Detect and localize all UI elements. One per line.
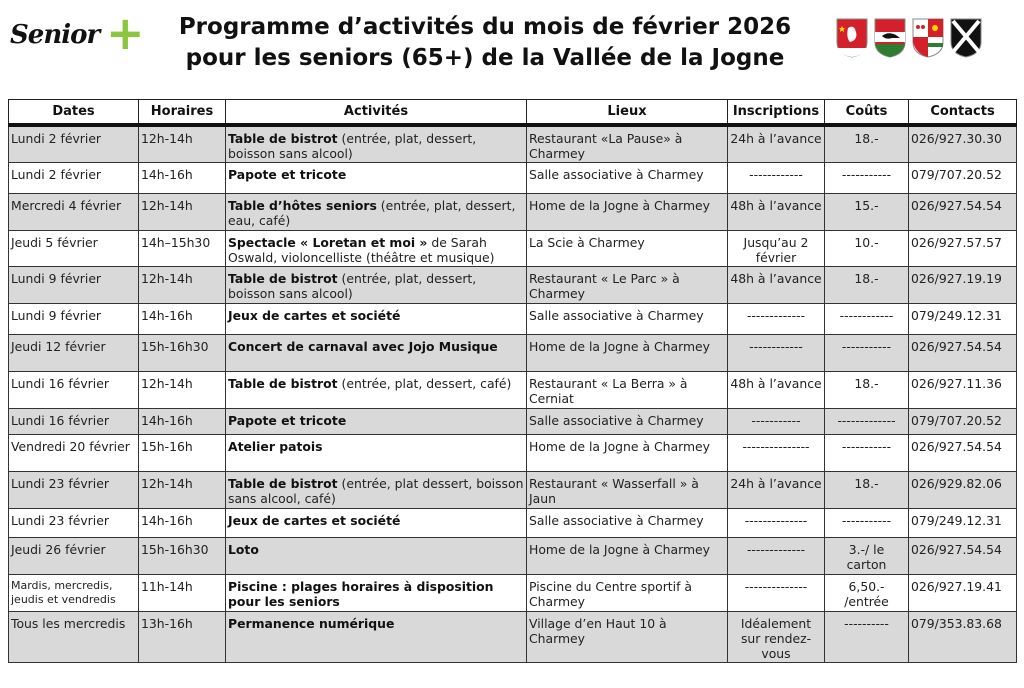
cell-date: Lundi 2 février: [9, 125, 139, 163]
header-contacts: Contacts: [909, 100, 1017, 126]
cell-activity: [226, 538, 527, 575]
cell-place: La Scie à Charmey: [527, 231, 728, 267]
table-row: [9, 335, 1017, 372]
activity-details: (entrée, plat, dessert, eau, café): [228, 198, 516, 228]
activity-title: Concert de carnaval avec Jojo Musique: [228, 339, 498, 354]
table-row: [9, 267, 1017, 304]
cell-time: 15h-16h30: [139, 538, 226, 575]
table-header-row: [9, 100, 1017, 126]
table-row: [9, 163, 1017, 194]
cell-place: Village d’en Haut 10 à Charmey: [527, 612, 728, 663]
cell-activity: [226, 435, 527, 472]
senior-plus-logo: [8, 6, 148, 64]
cell-time: 14h-16h: [139, 509, 226, 538]
cell-date: Lundi 9 février: [9, 304, 139, 335]
cell-contact: 026/927.19.41: [909, 575, 1017, 612]
cell-time: 12h-14h: [139, 267, 226, 304]
table-row: [9, 194, 1017, 231]
page-title: [150, 12, 820, 74]
cell-registration: -------------: [728, 304, 825, 335]
table-row: [9, 435, 1017, 472]
cell-activity: [226, 472, 527, 509]
cell-date: Lundi 9 février: [9, 267, 139, 304]
cell-place: Home de la Jogne à Charmey: [527, 194, 728, 231]
cell-registration: 48h à l’avance: [728, 372, 825, 409]
header-lieux: Lieux: [527, 100, 728, 126]
cell-activity: [226, 267, 527, 304]
cell-time: 12h-14h: [139, 194, 226, 231]
cell-place: Home de la Jogne à Charmey: [527, 335, 728, 372]
header-inscriptions: Inscriptions: [728, 100, 825, 126]
cell-activity: [226, 575, 527, 612]
activity-title: Loto: [228, 542, 259, 557]
table-row: [9, 538, 1017, 575]
activity-title: Jeux de cartes et société: [228, 308, 401, 323]
cell-date: Jeudi 5 février: [9, 231, 139, 267]
table-row: [9, 409, 1017, 435]
table-row: [9, 472, 1017, 509]
cell-contact: 026/929.82.06: [909, 472, 1017, 509]
cell-contact: 079/707.20.52: [909, 163, 1017, 194]
activity-title: Table d’hôtes seniors: [228, 198, 377, 213]
cell-contact: 026/927.54.54: [909, 194, 1017, 231]
cell-cost: 6,50.- /entrée: [825, 575, 909, 612]
cell-cost: -----------: [825, 509, 909, 538]
cell-registration: 48h à l’avance: [728, 194, 825, 231]
crest-val-de-charmey-icon: [912, 18, 944, 58]
cell-time: 12h-14h: [139, 372, 226, 409]
table-row: [9, 231, 1017, 267]
cell-time: 12h-14h: [139, 125, 226, 163]
cell-contact: 026/927.54.54: [909, 435, 1017, 472]
cell-time: 14h-16h: [139, 163, 226, 194]
cell-activity: [226, 163, 527, 194]
cell-contact: 026/927.30.30: [909, 125, 1017, 163]
logo-plus-icon: +: [106, 6, 145, 60]
header-dates: Dates: [9, 100, 139, 126]
cell-activity: [226, 194, 527, 231]
cell-cost: -----------: [825, 335, 909, 372]
cell-registration: --------------: [728, 575, 825, 612]
cell-activity: [226, 612, 527, 663]
cell-registration: -------------: [728, 538, 825, 575]
crest-charmey-icon: [836, 18, 868, 58]
activity-title: Permanence numérique: [228, 616, 395, 631]
cell-place: Salle associative à Charmey: [527, 409, 728, 435]
cell-cost: -------------: [825, 409, 909, 435]
activity-details: de Sarah Oswald, violoncelliste (théâtre et musique): [228, 235, 495, 265]
activity-details: (entrée, plat dessert, boisson sans alcool, café): [228, 476, 524, 506]
cell-cost: 18.-: [825, 267, 909, 304]
cell-cost: 18.-: [825, 472, 909, 509]
cell-place: Home de la Jogne à Charmey: [527, 538, 728, 575]
activity-title: Papote et tricote: [228, 413, 347, 428]
cell-time: 15h-16h: [139, 435, 226, 472]
cell-time: 14h-16h: [139, 409, 226, 435]
activity-title: Table de bistrot: [228, 271, 338, 286]
cell-registration: 24h à l’avance: [728, 125, 825, 163]
cell-time: 13h-16h: [139, 612, 226, 663]
cell-contact: 026/927.54.54: [909, 335, 1017, 372]
table-row: [9, 509, 1017, 538]
cell-contact: 026/927.54.54: [909, 538, 1017, 575]
table-row: [9, 125, 1017, 163]
cell-registration: 24h à l’avance: [728, 472, 825, 509]
activity-title: Papote et tricote: [228, 167, 347, 182]
cell-cost: 3.-/ le carton: [825, 538, 909, 575]
activities-table: [8, 99, 1017, 663]
cell-place: Piscine du Centre sportif à Charmey: [527, 575, 728, 612]
cell-activity: [226, 125, 527, 163]
crest-cresuz-icon: [874, 18, 906, 58]
cell-place: Salle associative à Charmey: [527, 509, 728, 538]
cell-activity: [226, 409, 527, 435]
activity-details: (entrée, plat, dessert, boisson sans alcool): [228, 271, 477, 301]
cell-date: Jeudi 26 février: [9, 538, 139, 575]
cell-activity: [226, 231, 527, 267]
cell-activity: [226, 372, 527, 409]
activity-title: Piscine : plages horaires à disposition pour les seniors: [228, 579, 494, 609]
activity-title: Jeux de cartes et société: [228, 513, 401, 528]
cell-place: Salle associative à Charmey: [527, 304, 728, 335]
cell-date: Mardis, mercredis, jeudis et vendredis: [9, 575, 139, 612]
cell-date: Lundi 2 février: [9, 163, 139, 194]
logo-text: Senior: [10, 20, 100, 50]
cell-contact: 079/249.12.31: [909, 509, 1017, 538]
activity-title: Atelier patois: [228, 439, 323, 454]
municipal-crests: [836, 18, 982, 58]
cell-registration: 48h à l’avance: [728, 267, 825, 304]
cell-cost: -----------: [825, 163, 909, 194]
cell-date: Tous les mercredis: [9, 612, 139, 663]
cell-cost: 18.-: [825, 125, 909, 163]
cell-registration: ------------: [728, 163, 825, 194]
table-row: [9, 372, 1017, 409]
table-row: [9, 575, 1017, 612]
activity-title: Table de bistrot: [228, 131, 338, 146]
cell-cost: 10.-: [825, 231, 909, 267]
cell-registration: Idéalement sur rendez-vous: [728, 612, 825, 663]
header-activites: Activités: [226, 100, 527, 126]
crest-jaun-icon: [950, 18, 982, 58]
cell-contact: 026/927.57.57: [909, 231, 1017, 267]
cell-activity: [226, 335, 527, 372]
cell-registration: --------------: [728, 509, 825, 538]
cell-date: Lundi 23 février: [9, 472, 139, 509]
cell-date: Jeudi 12 février: [9, 335, 139, 372]
cell-date: Lundi 23 février: [9, 509, 139, 538]
cell-contact: 026/927.19.19: [909, 267, 1017, 304]
cell-time: 14h-16h: [139, 304, 226, 335]
cell-place: Restaurant « La Berra » à Cerniat: [527, 372, 728, 409]
cell-cost: ------------: [825, 304, 909, 335]
cell-cost: ----------: [825, 612, 909, 663]
cell-place: Restaurant « Le Parc » à Charmey: [527, 267, 728, 304]
header-horaires: Horaires: [139, 100, 226, 126]
cell-cost: 18.-: [825, 372, 909, 409]
cell-registration: ---------------: [728, 435, 825, 472]
title-line-1: Programme d’activités du mois de février 2026: [178, 14, 792, 40]
activity-title: Table de bistrot: [228, 476, 338, 491]
cell-time: 11h-14h: [139, 575, 226, 612]
cell-date: Lundi 16 février: [9, 409, 139, 435]
cell-registration: Jusqu’au 2 février: [728, 231, 825, 267]
cell-contact: 026/927.11.36: [909, 372, 1017, 409]
cell-time: 14h–15h30: [139, 231, 226, 267]
activity-details: (entrée, plat, dessert, café): [337, 376, 512, 391]
cell-place: Home de la Jogne à Charmey: [527, 435, 728, 472]
cell-activity: [226, 509, 527, 538]
cell-time: 12h-14h: [139, 472, 226, 509]
cell-place: Salle associative à Charmey: [527, 163, 728, 194]
cell-time: 15h-16h30: [139, 335, 226, 372]
activity-title: Table de bistrot: [228, 376, 338, 391]
cell-date: Mercredi 4 février: [9, 194, 139, 231]
cell-place: Restaurant « Wasserfall » à Jaun: [527, 472, 728, 509]
activity-title: Spectacle « Loretan et moi »: [228, 235, 428, 250]
cell-activity: [226, 304, 527, 335]
cell-contact: 079/353.83.68: [909, 612, 1017, 663]
cell-registration: ------------: [728, 335, 825, 372]
cell-date: Lundi 16 février: [9, 372, 139, 409]
cell-date: Vendredi 20 février: [9, 435, 139, 472]
cell-registration: -----------: [728, 409, 825, 435]
cell-place: Restaurant «La Pause» à Charmey: [527, 125, 728, 163]
table-row: [9, 612, 1017, 663]
activity-details: (entrée, plat, dessert, boisson sans alcool): [228, 131, 477, 161]
cell-contact: 079/707.20.52: [909, 409, 1017, 435]
cell-cost: 15.-: [825, 194, 909, 231]
cell-cost: -----------: [825, 435, 909, 472]
cell-contact: 079/249.12.31: [909, 304, 1017, 335]
header-couts: Coûts: [825, 100, 909, 126]
title-line-2: pour les seniors (65+) de la Vallée de la Jogne: [185, 45, 785, 71]
table-row: [9, 304, 1017, 335]
